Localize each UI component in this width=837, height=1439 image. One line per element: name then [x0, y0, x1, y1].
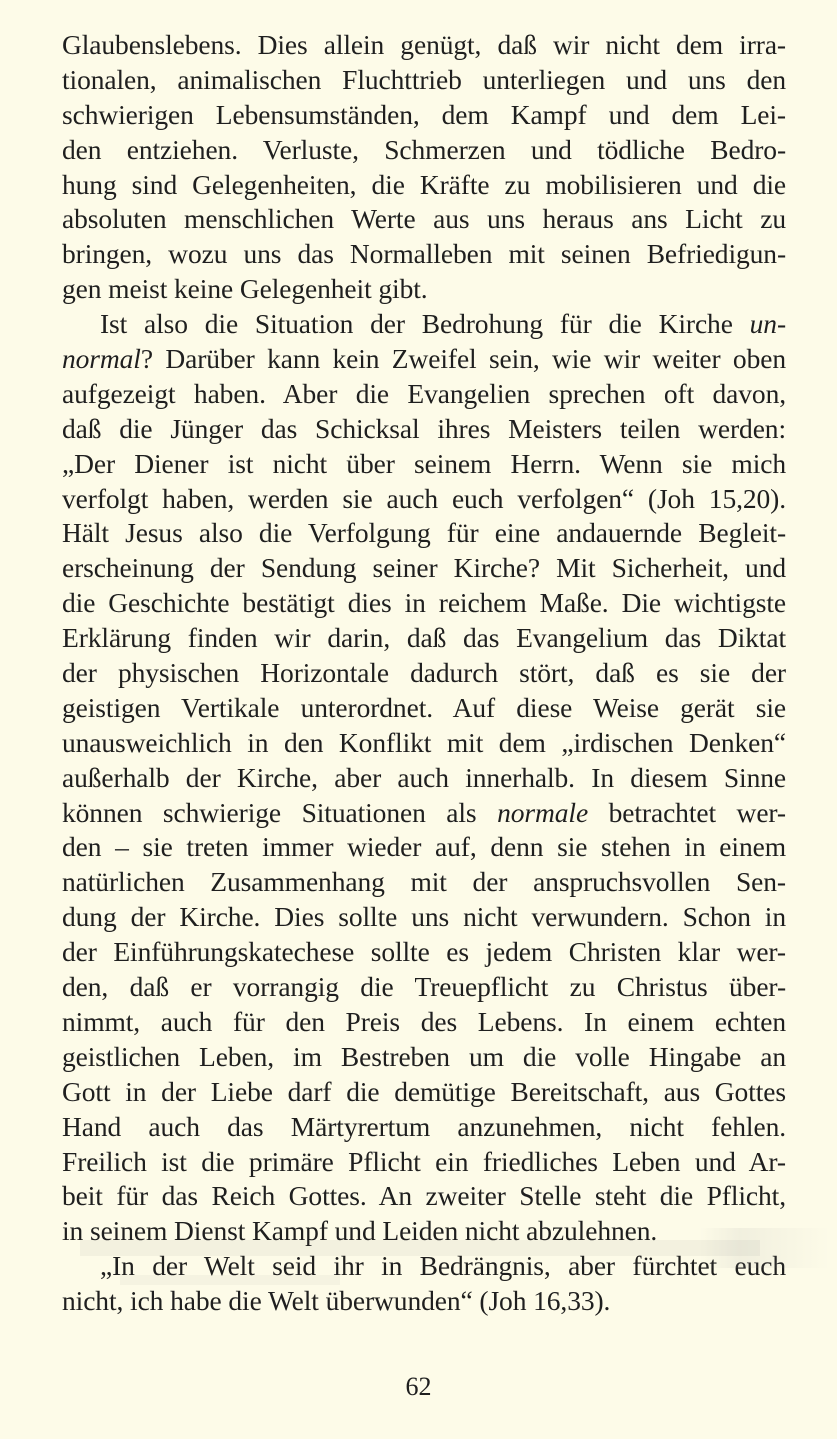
- text-line: der physischen Horizontale dadurch stört, daß es sie der: [62, 657, 786, 689]
- text-line: geistlichen Leben, im Bestreben um die volle Hingabe an: [62, 1040, 786, 1072]
- text-line: in seinem Dienst Kampf und Leiden nicht abzulehnen.: [62, 1215, 658, 1247]
- text-line: unausweichlich in den Konflikt mit dem „irdischen Denken“: [62, 726, 786, 758]
- text-run: betrachtet wer-: [588, 796, 786, 828]
- text-line: Glaubenslebens. Dies allein genügt, daß wir nicht dem irra-: [62, 29, 786, 60]
- text-line: [62, 796, 786, 831]
- text-run: ? Darüber kann kein Zweifel sein, wie wir weiter oben: [140, 343, 786, 375]
- text-line: nimmt, auch für den Preis des Lebens. In einem echten: [62, 1005, 786, 1037]
- text-line: absoluten menschlichen Werte aus uns heraus ans Licht zu: [62, 203, 786, 235]
- text-line: natürlichen Zusammenhang mit der anspruchsvollen Sen-: [62, 866, 786, 898]
- text-line: Freilich ist die primäre Pflicht ein friedliches Leben und Ar-: [62, 1145, 786, 1177]
- italic-text: normal: [62, 343, 141, 375]
- text-line: verfolgt haben, werden sie auch euch verfolgen“ (Joh 15,20).: [62, 482, 786, 514]
- text-line: dung der Kirche. Dies sollte uns nicht verwundern. Schon in: [62, 901, 786, 933]
- text-line: Hält Jesus also die Verfolgung für eine andauernde Begleit-: [62, 517, 786, 549]
- text-line: „Der Diener ist nicht über seinem Herrn. Wenn sie mich: [62, 447, 786, 479]
- text-line: schwierigen Lebensumständen, dem Kampf und dem Lei-: [62, 98, 786, 130]
- text-line: den – sie treten immer wieder auf, denn sie stehen in einem: [62, 831, 786, 863]
- text-line: tionalen, animalischen Fluchttrieb unterliegen und uns den: [62, 63, 786, 95]
- show-through-smudge: [80, 1240, 760, 1256]
- text-line: die Geschichte bestätigt dies in reichem Maße. Die wichtigste: [62, 587, 786, 619]
- page-number: 62: [405, 1372, 432, 1401]
- text-line: Gott in der Liebe darf die demütige Bereitschaft, aus Gottes: [62, 1075, 786, 1107]
- text-run: Ist also die Situation der Bedrohung für die Kirche: [100, 308, 750, 340]
- text-line: nicht, ich habe die Welt überwunden“ (Joh 16,33).: [62, 1285, 611, 1317]
- text-run: können schwierige Situationen als: [62, 796, 498, 828]
- text-line: gen meist keine Gelegenheit gibt.: [62, 273, 428, 305]
- text-line: erscheinung der Sendung seiner Kirche? Mit Sicherheit, und: [62, 552, 786, 584]
- text-line: der Einführungskatechese sollte es jedem Christen klar wer-: [62, 936, 786, 968]
- text-line: Erklärung finden wir darin, daß das Evangelium das Diktat: [62, 622, 786, 654]
- text-line: aufgezeigt haben. Aber die Evangelien sprechen oft davon,: [62, 377, 786, 409]
- text-line: bringen, wozu uns das Normalleben mit seinen Befriedigun-: [62, 238, 786, 270]
- text-line: beit für das Reich Gottes. An zweiter Stelle steht die Pflicht,: [62, 1180, 786, 1212]
- text-line: außerhalb der Kirche, aber auch innerhalb. In diesem Sinne: [62, 761, 786, 793]
- text-line: Hand auch das Märtyrertum anzunehmen, nicht fehlen.: [62, 1110, 786, 1142]
- text-line: daß die Jünger das Schicksal ihres Meisters teilen werden:: [62, 412, 786, 444]
- text-line: [62, 342, 786, 377]
- text-line: den entziehen. Verluste, Schmerzen und tödliche Bedro-: [62, 133, 786, 165]
- text-line: [62, 307, 786, 342]
- text-line: „In der Welt seid ihr in Bedrängnis, aber fürchtet euch: [100, 1250, 786, 1282]
- text-line: hung sind Gelegenheiten, die Kräfte zu mobilisieren und die: [62, 168, 786, 200]
- italic-text: un-: [749, 308, 786, 340]
- italic-text: normale: [497, 796, 589, 828]
- text-line: geistigen Vertikale unterordnet. Auf diese Weise gerät sie: [62, 691, 786, 723]
- body-text: [62, 28, 786, 1319]
- show-through-smudge: [120, 1275, 340, 1285]
- text-line: den, daß er vorrangig die Treuepflicht zu Christus über-: [62, 971, 786, 1003]
